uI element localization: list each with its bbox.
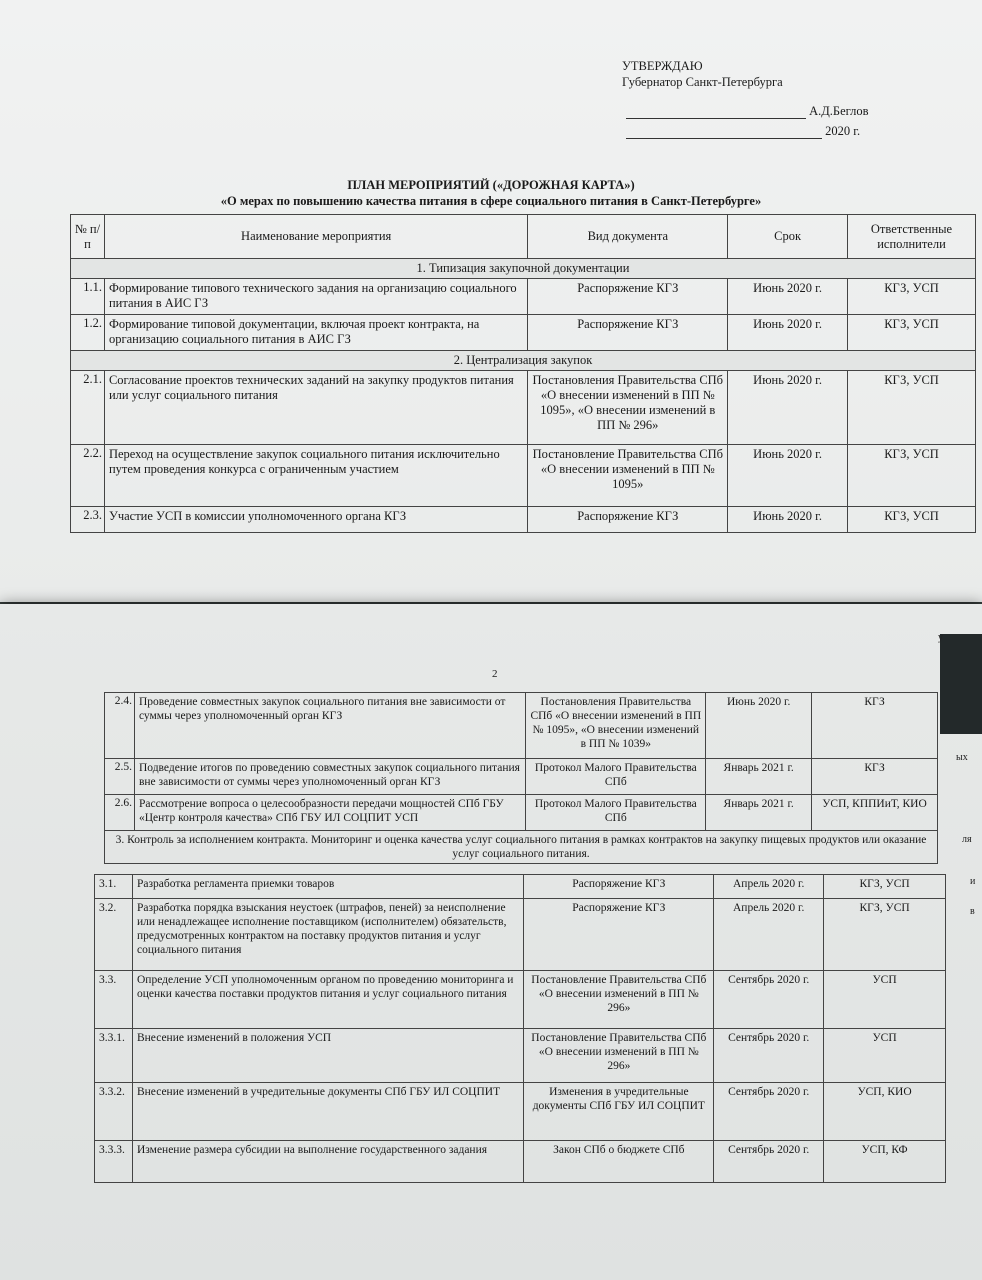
table-row (95, 1141, 946, 1183)
table-row (95, 1083, 946, 1141)
row-doc: Изменения в учредительные документы СПб ГБУ ИЛ СОЦПИТ (524, 1083, 714, 1141)
row-name: Переход на осуществление закупок социального питания исключительно путем проведения конкурса с ограниченным участием (104, 445, 527, 507)
row-num: 2.3. (71, 507, 105, 533)
row-doc: Постановление Правительства СПб «О внесении изменений в ПП № 1095» (528, 445, 728, 507)
row-name: Участие УСП в комиссии уполномоченного органа КГЗ (104, 507, 527, 533)
row-name: Формирование типовой документации, включая проект контракта, на организацию социального питания в АИС ГЗ (104, 315, 527, 351)
edge-fragment: и (970, 876, 976, 887)
edge-fragment: ля (962, 834, 972, 845)
row-num: 2.1. (71, 371, 105, 445)
row-term: Июнь 2020 г. (728, 371, 848, 445)
row-num: 2.6. (105, 795, 135, 831)
row-name: Определение УСП уполномоченным органом по проведению мониторинга и оценки качества поставки продуктов питания и услуг социального питания (132, 971, 523, 1029)
plan-table-page-1 (70, 214, 976, 533)
row-term: Июнь 2020 г. (728, 507, 848, 533)
row-term: Сентябрь 2020 г. (714, 971, 824, 1029)
table-header-row (71, 215, 976, 259)
date-line (626, 124, 860, 139)
row-resp: УСП, КИО (824, 1083, 946, 1141)
table-row (105, 693, 938, 759)
background-edge (940, 634, 982, 734)
table-row (105, 759, 938, 795)
row-resp: УСП (824, 971, 946, 1029)
table-row (71, 279, 976, 315)
row-resp: КГЗ (812, 759, 938, 795)
signature-underline (626, 118, 806, 119)
row-doc: Распоряжение КГЗ (528, 279, 728, 315)
row-term: Январь 2021 г. (706, 759, 812, 795)
row-num: 2.5. (105, 759, 135, 795)
row-resp: КГЗ, УСП (848, 279, 976, 315)
col-header-term: Срок (728, 215, 848, 259)
row-name: Внесение изменений в учредительные документы СПб ГБУ ИЛ СОЦПИТ (132, 1083, 523, 1141)
row-resp: КГЗ, УСП (848, 445, 976, 507)
section-heading-3: 3. Контроль за исполнением контракта. Мониторинг и оценка качества услуг социального питания в рамках контрактов на закупку пищевых продуктов или оказание услуг социального питания. (105, 831, 938, 864)
row-resp: УСП (824, 1029, 946, 1083)
row-term: Сентябрь 2020 г. (714, 1029, 824, 1083)
row-num: 2.2. (71, 445, 105, 507)
section-heading-2: 2. Централизация закупок (71, 351, 976, 371)
edge-fragment: в (970, 906, 975, 917)
row-doc: Постановление Правительства СПб «О внесении изменений в ПП № 296» (524, 1029, 714, 1083)
approval-block (622, 58, 783, 90)
row-term: Апрель 2020 г. (714, 875, 824, 899)
row-term: Июнь 2020 г. (728, 315, 848, 351)
row-doc: Постановления Правительства СПб «О внесении изменений в ПП № 1095», «О внесении изменений в ПП № 1039» (526, 693, 706, 759)
row-name: Рассмотрение вопроса о целесообразности передачи мощностей СПб ГБУ «Центр контроля качества» СПб ГБУ ИЛ СОЦПИТ УСП (134, 795, 525, 831)
table-row (71, 371, 976, 445)
table-row (71, 315, 976, 351)
row-doc: Распоряжение КГЗ (528, 507, 728, 533)
row-term: Июнь 2020 г. (728, 445, 848, 507)
row-resp: УСП, КФ (824, 1141, 946, 1183)
signatory-name: А.Д.Беглов (809, 104, 869, 118)
row-doc: Постановления Правительства СПб «О внесении изменений в ПП № 1095», «О внесении изменений в ПП № 296» (528, 371, 728, 445)
row-term: Апрель 2020 г. (714, 899, 824, 971)
row-term: Январь 2021 г. (706, 795, 812, 831)
table-row (71, 507, 976, 533)
row-name: Внесение изменений в положения УСП (132, 1029, 523, 1083)
row-num: 2.4. (105, 693, 135, 759)
table-row (95, 971, 946, 1029)
section-row (71, 351, 976, 371)
table-row (95, 899, 946, 971)
row-num: 3.3. (95, 971, 133, 1029)
row-doc: Распоряжение КГЗ (524, 875, 714, 899)
col-header-doc: Вид документа (528, 215, 728, 259)
row-doc: Закон СПб о бюджете СПб (524, 1141, 714, 1183)
section-row (105, 831, 938, 864)
row-doc: Распоряжение КГЗ (528, 315, 728, 351)
row-term: Сентябрь 2020 г. (714, 1141, 824, 1183)
page-number: 2 (492, 668, 498, 680)
col-header-name: Наименование мероприятия (104, 215, 527, 259)
approval-year: 2020 г. (825, 124, 861, 138)
plan-table-page-2a (104, 692, 938, 864)
row-num: 1.2. (71, 315, 105, 351)
row-resp: КГЗ, УСП (848, 371, 976, 445)
col-header-resp: Ответственные исполнители (848, 215, 976, 259)
row-doc: Протокол Малого Правительства СПб (526, 759, 706, 795)
row-num: 3.1. (95, 875, 133, 899)
row-resp: КГЗ, УСП (848, 315, 976, 351)
row-doc: Протокол Малого Правительства СПб (526, 795, 706, 831)
section-heading-1: 1. Типизация закупочной документации (71, 259, 976, 279)
row-resp: КГЗ (812, 693, 938, 759)
row-name: Изменение размера субсидии на выполнение государственного задания (132, 1141, 523, 1183)
table-row (105, 795, 938, 831)
row-name: Формирование типового технического задания на организацию социального питания в АИС ГЗ (104, 279, 527, 315)
table-row (71, 445, 976, 507)
row-num: 3.3.1. (95, 1029, 133, 1083)
signature-line (626, 104, 869, 119)
plan-table-page-2b (94, 874, 946, 1183)
row-name: Согласование проектов технических заданий на закупку продуктов питания или услуг социального питания (104, 371, 527, 445)
row-name: Проведение совместных закупок социального питания вне зависимости от суммы через уполномоченный орган КГЗ (134, 693, 525, 759)
row-num: 3.3.3. (95, 1141, 133, 1183)
row-resp: КГЗ, УСП (848, 507, 976, 533)
date-underline (626, 138, 822, 139)
row-doc: Постановление Правительства СПб «О внесении изменений в ПП № 296» (524, 971, 714, 1029)
row-num: 1.1. (71, 279, 105, 315)
row-term: Сентябрь 2020 г. (714, 1083, 824, 1141)
row-term: Июнь 2020 г. (728, 279, 848, 315)
row-doc: Распоряжение КГЗ (524, 899, 714, 971)
document-page-1 (0, 0, 982, 602)
row-resp: КГЗ, УСП (824, 875, 946, 899)
row-name: Подведение итогов по проведению совместных закупок социального питания вне зависимости от суммы через уполномоченный орган КГЗ (134, 759, 525, 795)
row-term: Июнь 2020 г. (706, 693, 812, 759)
table-row (95, 1029, 946, 1083)
plan-subtitle: «О мерах по повышению качества питания в сфере социального питания в Санкт-Петербурге» (220, 194, 762, 208)
plan-title: ПЛАН МЕРОПРИЯТИЙ («ДОРОЖНАЯ КАРТА») (347, 178, 635, 192)
edge-fragment: ых (956, 752, 968, 763)
table-row (95, 875, 946, 899)
col-header-num: № п/п (71, 215, 105, 259)
row-name: Разработка порядка взыскания неустоек (штрафов, пеней) за неисполнение или ненадлежащее исполнение поставщиком (исполнителем) обязательств, предусмотренных контрактом на поставку продуктов питания и услуг социального питания (132, 899, 523, 971)
row-num: 3.3.2. (95, 1083, 133, 1141)
approve-label: УТВЕРЖДАЮ (622, 59, 703, 73)
edge-fragment: у (938, 632, 943, 643)
row-resp: УСП, КППИиТ, КИО (812, 795, 938, 831)
section-row (71, 259, 976, 279)
row-resp: КГЗ, УСП (824, 899, 946, 971)
governor-title: Губернатор Санкт-Петербурга (622, 75, 783, 89)
row-name: Разработка регламента приемки товаров (132, 875, 523, 899)
row-num: 3.2. (95, 899, 133, 971)
